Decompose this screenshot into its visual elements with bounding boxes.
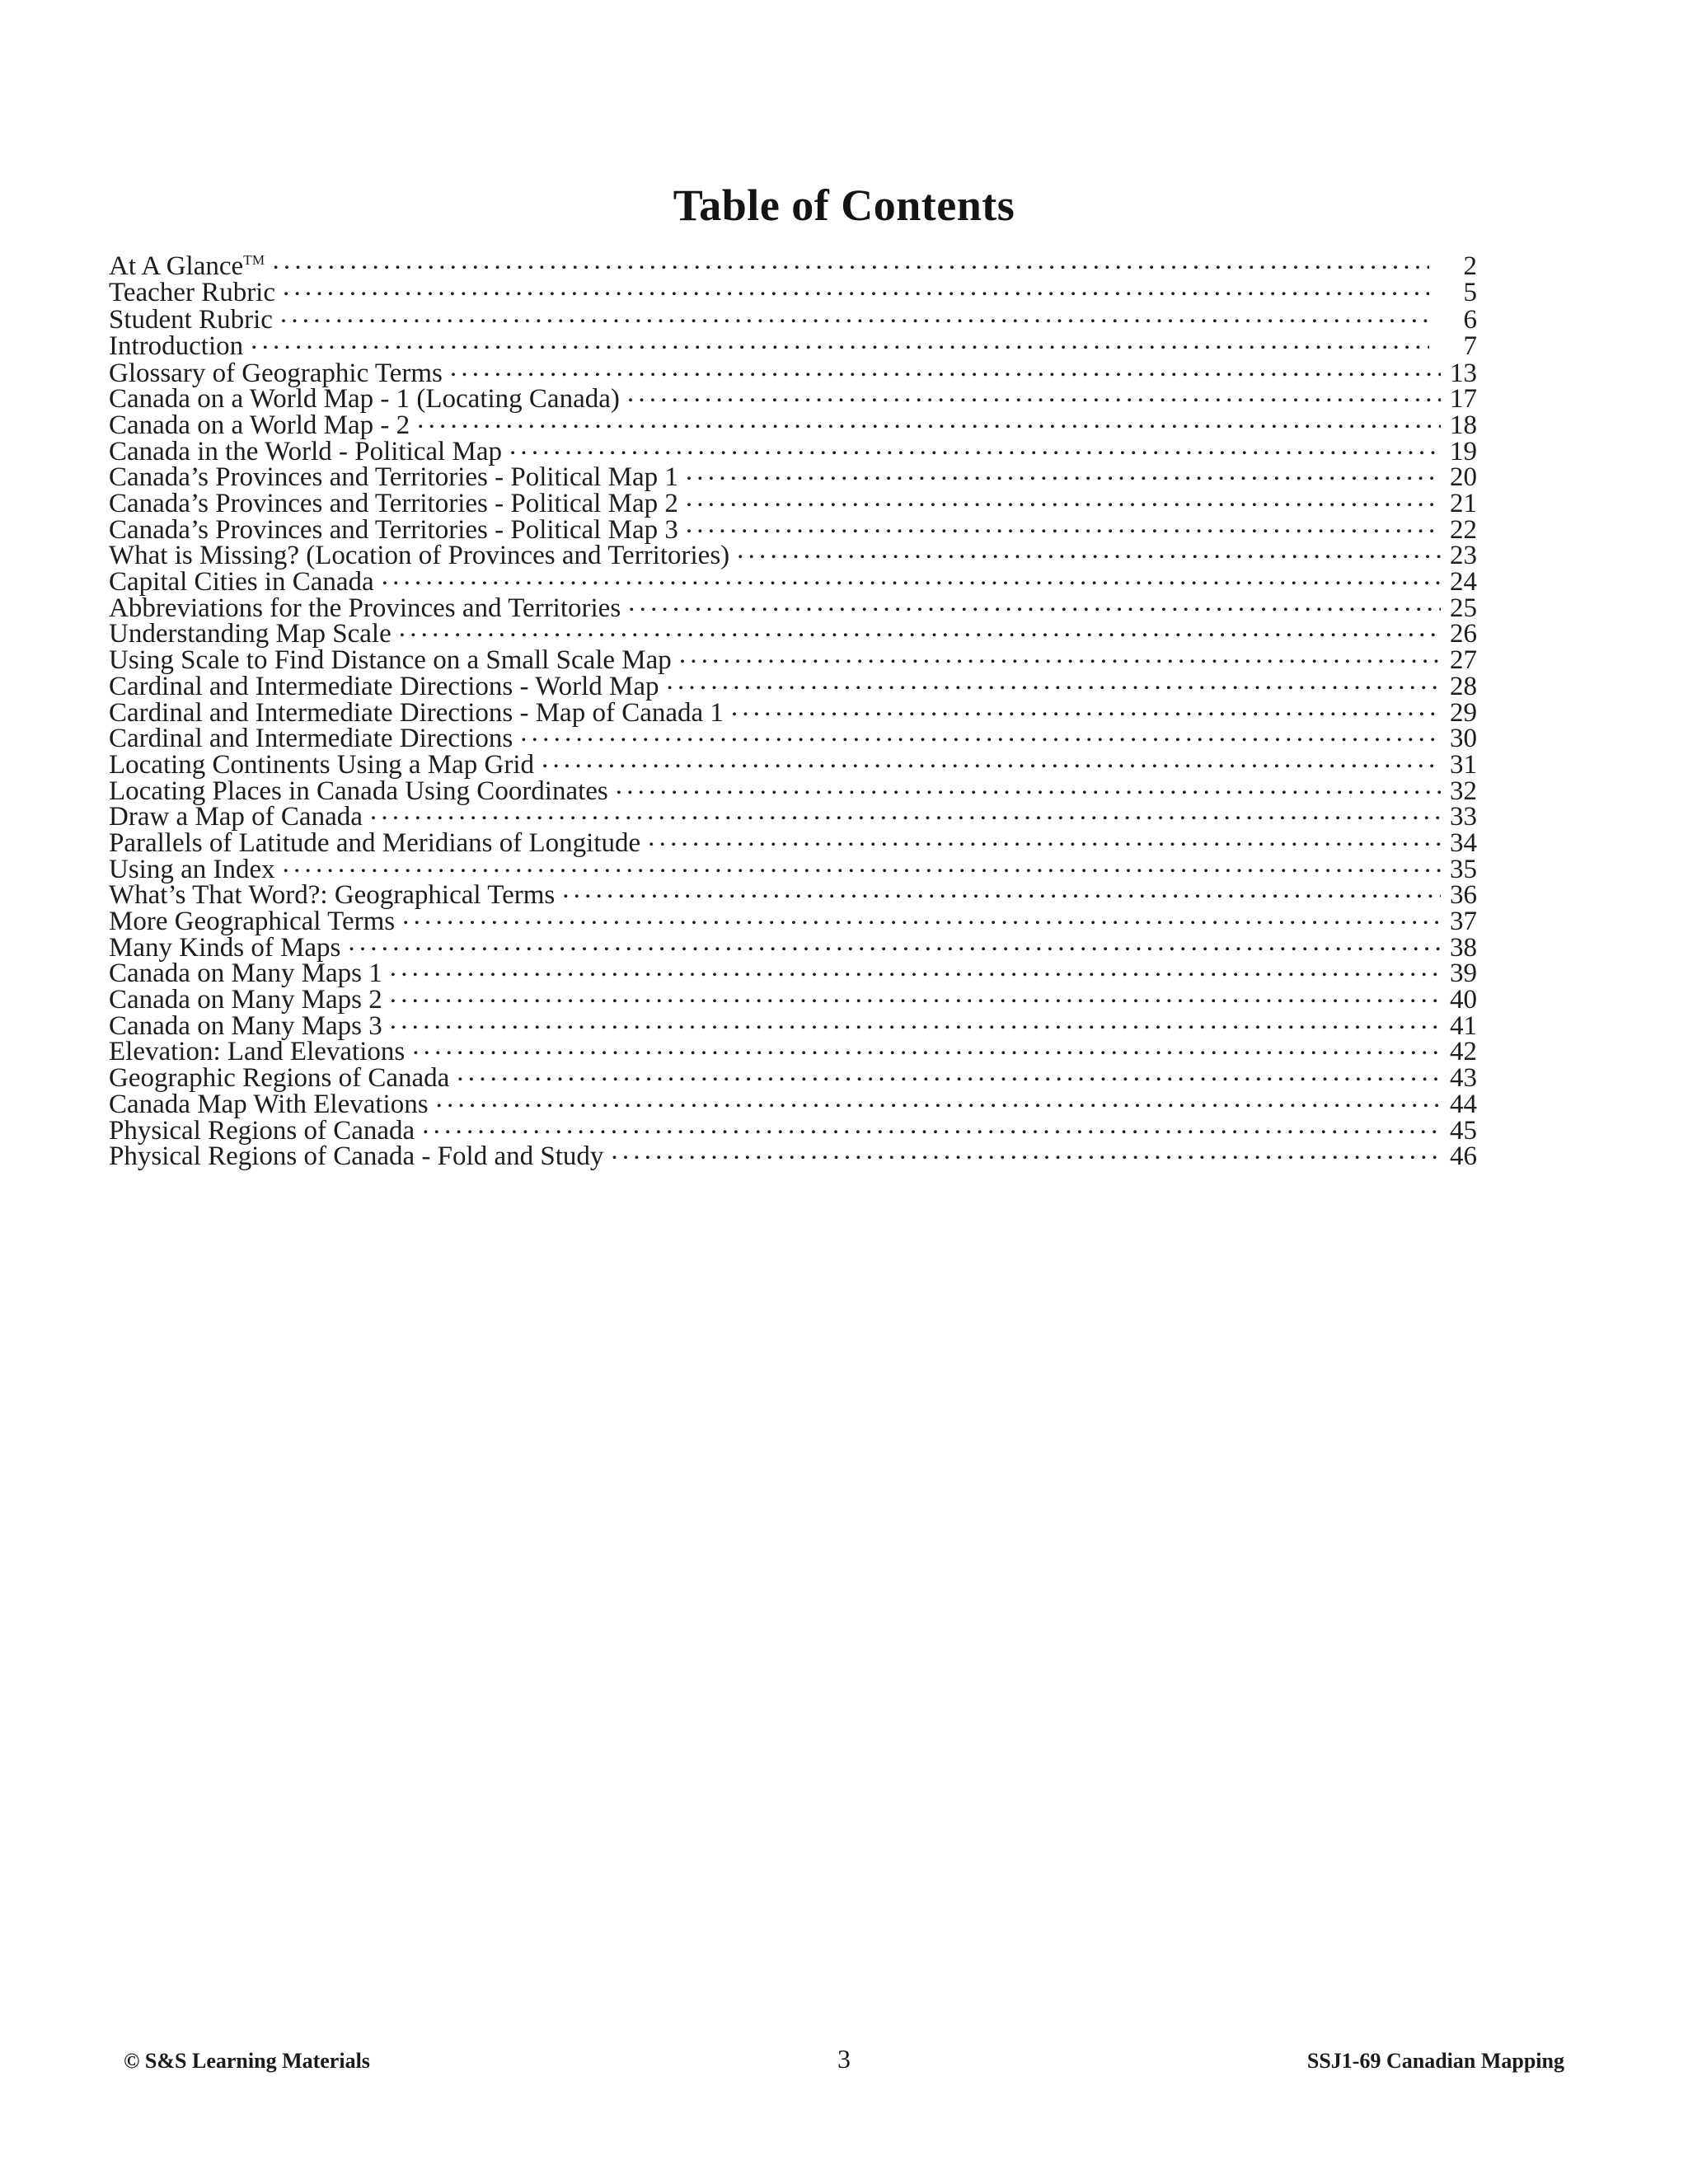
toc-entry-label: Canada in the World - Political Map	[109, 436, 502, 466]
toc-entry-page-number: 42	[1450, 1037, 1477, 1067]
toc-entry[interactable]	[109, 954, 1477, 989]
toc-entry[interactable]	[109, 1033, 1477, 1067]
toc-entry-page-number: 46	[1450, 1141, 1477, 1172]
toc-dot-leader	[457, 1059, 1441, 1086]
toc-entry-label: Physical Regions of Canada - Fold and Study	[109, 1141, 604, 1172]
toc-entry[interactable]	[109, 1137, 1477, 1172]
toc-entry-label: More Geographical Terms	[109, 907, 396, 936]
toc-dot-leader	[648, 824, 1441, 851]
toc-entry[interactable]	[109, 746, 1477, 780]
toc-entry[interactable]	[109, 615, 1477, 649]
toc-entry[interactable]	[109, 537, 1477, 571]
toc-entry-page-number: 22	[1450, 514, 1477, 545]
toc-entry[interactable]	[109, 1085, 1477, 1119]
toc-dot-leader	[382, 563, 1441, 590]
toc-entry-label: Canada’s Provinces and Territories - Political Map 2	[109, 489, 678, 518]
page-title: Table of Contents	[673, 180, 1015, 231]
toc-dot-leader	[686, 511, 1441, 538]
toc-dot-leader	[616, 772, 1441, 799]
toc-entry[interactable]	[109, 433, 1477, 466]
toc-entry[interactable]	[109, 485, 1477, 518]
toc-entry-label: Canada on a World Map - 1 (Locating Canada)	[109, 384, 620, 415]
toc-dot-leader	[520, 719, 1441, 747]
toc-entry-page-number: 6	[1463, 304, 1477, 335]
toc-entry-label: Locating Continents Using a Map Grid	[109, 749, 535, 780]
toc-entry-label: Canada on Many Maps 3	[109, 1010, 382, 1041]
toc-entry-label: Canada on Many Maps 1	[109, 958, 382, 989]
toc-entry-label: Elevation: Land Elevations	[109, 1037, 406, 1067]
toc-entry-label: Cardinal and Intermediate Directions	[109, 724, 513, 754]
toc-entry-page-number: 19	[1450, 436, 1477, 466]
toc-entry-label: Parallels of Latitude and Meridians of Longitude	[109, 827, 641, 858]
toc-dot-leader	[412, 1033, 1441, 1060]
toc-dot-leader	[627, 380, 1441, 407]
toc-dot-leader	[370, 798, 1441, 825]
toc-entry-page-number: 39	[1450, 958, 1477, 989]
toc-entry-label: Cardinal and Intermediate Directions - World Map	[109, 671, 659, 701]
toc-dot-leader	[283, 274, 1429, 301]
toc-entry-label: Geographic Regions of Canada	[109, 1063, 450, 1094]
toc-entry[interactable]	[109, 798, 1477, 832]
toc-entry-label: At A Glance™	[109, 251, 265, 281]
toc-entry[interactable]	[109, 563, 1477, 598]
toc-entry[interactable]	[109, 1007, 1477, 1041]
toc-entry[interactable]	[109, 511, 1477, 545]
toc-entry[interactable]	[109, 694, 1477, 728]
toc-entry-page-number: 29	[1450, 697, 1477, 728]
toc-entry[interactable]	[109, 406, 1477, 440]
toc-dot-leader	[399, 615, 1441, 642]
page-footer	[124, 2044, 1564, 2085]
toc-entry-page-number: 31	[1450, 749, 1477, 780]
toc-entry-label: Teacher Rubric	[109, 278, 275, 308]
toc-entry[interactable]	[109, 719, 1477, 754]
toc-entry-page-number: 37	[1450, 907, 1477, 936]
toc-entry-page-number: 41	[1450, 1010, 1477, 1041]
toc-entry[interactable]	[109, 929, 1477, 963]
toc-entry[interactable]	[109, 981, 1477, 1015]
toc-entry[interactable]	[109, 247, 1477, 281]
toc-entry[interactable]	[109, 589, 1477, 623]
toc-entry-page-number: 5	[1463, 278, 1477, 308]
toc-entry-label: Canada on Many Maps 2	[109, 985, 382, 1015]
toc-entry-page-number: 20	[1450, 462, 1477, 493]
toc-dot-leader	[436, 1085, 1441, 1113]
toc-dot-leader	[280, 301, 1429, 328]
toc-entry-label: Understanding Map Scale	[109, 619, 392, 649]
toc-entry-page-number: 44	[1450, 1089, 1477, 1119]
toc-entry-page-number: 26	[1450, 619, 1477, 649]
toc-entry-page-number: 35	[1450, 854, 1477, 884]
toc-entry-page-number: 17	[1450, 384, 1477, 415]
toc-dot-leader	[390, 954, 1441, 982]
toc-entry-page-number: 43	[1450, 1063, 1477, 1094]
toc-entry[interactable]	[109, 902, 1477, 936]
toc-entry-label: What is Missing? (Location of Provinces and Territories)	[109, 541, 730, 571]
toc-entry-page-number: 45	[1450, 1115, 1477, 1146]
toc-entry-label: Locating Places in Canada Using Coordinates	[109, 776, 608, 806]
toc-entry[interactable]	[109, 824, 1477, 858]
toc-entry-page-number: 25	[1450, 593, 1477, 623]
toc-entry-label: Using Scale to Find Distance on a Small Scale Map	[109, 645, 672, 676]
toc-entry-page-number: 13	[1450, 358, 1477, 388]
toc-entry-page-number: 32	[1450, 776, 1477, 806]
toc-entry-label: Canada’s Provinces and Territories - Political Map 1	[109, 462, 678, 493]
toc-dot-leader	[251, 327, 1429, 354]
toc-entry[interactable]	[109, 458, 1477, 493]
toc-entry[interactable]	[109, 772, 1477, 806]
toc-dot-leader	[390, 981, 1441, 1008]
toc-entry-label: Canada’s Provinces and Territories - Political Map 3	[109, 514, 678, 545]
toc-entry[interactable]	[109, 1112, 1477, 1146]
toc-entry-page-number: 28	[1450, 671, 1477, 701]
toc-entry-page-number: 21	[1450, 489, 1477, 518]
toc-entry-label: Student Rubric	[109, 304, 273, 335]
toc-entry[interactable]	[109, 851, 1477, 884]
toc-entry-label: Canada Map With Elevations	[109, 1089, 429, 1119]
toc-entry[interactable]	[109, 380, 1477, 415]
toc-dot-leader	[422, 1112, 1441, 1139]
toc-entry-page-number: 18	[1450, 410, 1477, 440]
toc-dot-leader	[450, 354, 1441, 382]
toc-dot-leader	[348, 929, 1441, 956]
toc-entry-page-number: 30	[1450, 724, 1477, 754]
toc-dot-leader	[731, 694, 1441, 721]
toc-dot-leader	[686, 458, 1441, 485]
toc-dot-leader	[272, 247, 1429, 274]
toc-entry-label: Glossary of Geographic Terms	[109, 358, 443, 388]
footer-product-code: SSJ1-69 Canadian Mapping	[1306, 2049, 1564, 2073]
toc-entry[interactable]	[109, 876, 1477, 911]
toc-dot-leader	[628, 589, 1441, 616]
toc-entry-page-number: 34	[1450, 827, 1477, 858]
toc-entry[interactable]	[109, 354, 1477, 388]
toc-entry-label: Physical Regions of Canada	[109, 1115, 415, 1146]
toc-entry-page-number: 40	[1450, 985, 1477, 1015]
toc-entry-page-number: 36	[1450, 880, 1477, 911]
toc-entry-page-number: 27	[1450, 645, 1477, 676]
toc-dot-leader	[562, 876, 1441, 903]
toc-entry-page-number: 2	[1463, 251, 1477, 281]
toc-entry-page-number: 23	[1450, 541, 1477, 571]
toc-dot-leader	[667, 668, 1441, 695]
toc-dot-leader	[686, 485, 1441, 512]
footer-page-number: 3	[837, 2044, 851, 2074]
toc-dot-leader	[509, 433, 1441, 460]
toc-entry[interactable]	[109, 327, 1477, 362]
toc-dot-leader	[737, 537, 1441, 564]
toc-entry[interactable]	[109, 641, 1477, 676]
toc-entry-label: Many Kinds of Maps	[109, 932, 341, 963]
toc-entry-label: Abbreviations for the Provinces and Territories	[109, 593, 621, 623]
toc-dot-leader	[542, 746, 1441, 773]
toc-entry-page-number: 7	[1463, 331, 1477, 362]
toc-entry-label: Introduction	[109, 331, 244, 362]
toc-entry[interactable]	[109, 274, 1477, 308]
toc-entry-trademark: TM	[243, 252, 265, 268]
toc-dot-leader	[402, 902, 1441, 930]
toc-entry-label: Draw a Map of Canada	[109, 802, 363, 832]
toc-entry-page-number: 38	[1450, 932, 1477, 963]
toc-dot-leader	[679, 641, 1441, 668]
toc-entry-label: Capital Cities in Canada	[109, 567, 374, 598]
toc-entry[interactable]	[109, 301, 1477, 335]
toc-entry[interactable]	[109, 668, 1477, 701]
toc-dot-leader	[417, 406, 1441, 434]
toc-entry-page-number: 24	[1450, 567, 1477, 598]
table-of-contents-list	[109, 247, 1477, 1172]
toc-entry-label: Using an Index	[109, 854, 275, 884]
toc-entry-label: Cardinal and Intermediate Directions - Map of Canada 1	[109, 697, 724, 728]
toc-dot-leader	[390, 1007, 1441, 1034]
toc-dot-leader	[283, 851, 1441, 878]
toc-entry-page-number: 33	[1450, 802, 1477, 832]
toc-entry[interactable]	[109, 1059, 1477, 1094]
toc-entry-label: Canada on a World Map - 2	[109, 410, 410, 440]
toc-dot-leader	[611, 1137, 1441, 1165]
toc-entry-label: What’s That Word?: Geographical Terms	[109, 880, 556, 911]
footer-copyright: © S&S Learning Materials	[124, 2049, 370, 2073]
